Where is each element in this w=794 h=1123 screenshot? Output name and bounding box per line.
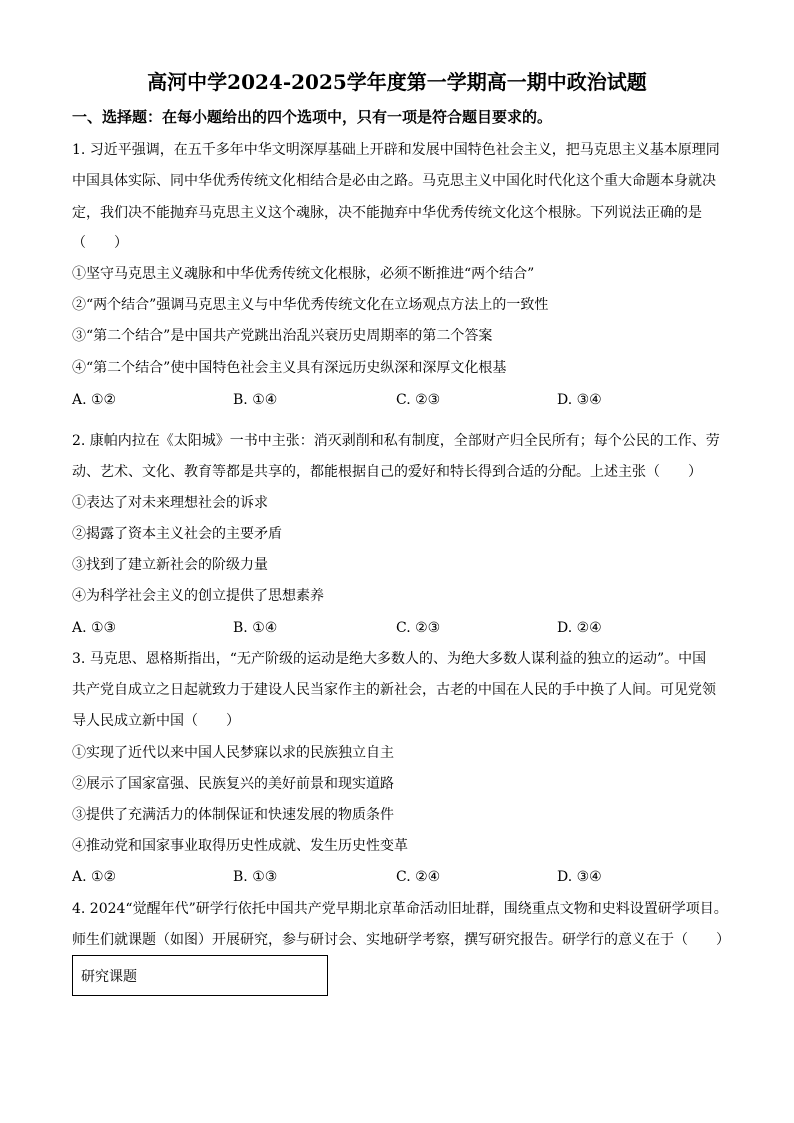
q1-stem-line-3: 定，我们决不能抛弃马克思主义这个魂脉，决不能抛弃中华优秀传统文化这个根脉。下列说法正确的是 bbox=[72, 205, 702, 221]
q3-option-c[interactable]: C. ②④ bbox=[396, 869, 441, 885]
q3-stem-line-3: 导人民成立新中国（ ） bbox=[72, 713, 240, 729]
q2-option-c[interactable]: C. ②③ bbox=[396, 620, 441, 636]
q1-item-1: ①坚守马克思主义魂脉和中华优秀传统文化根脉，必须不断推进“两个结合” bbox=[72, 266, 535, 282]
q2-stem-line-2: 动、艺术、文化、教育等都是共享的，都能根据自己的爱好和特长得到合适的分配。上述主张（ ） bbox=[72, 464, 702, 480]
q1-option-a[interactable]: A. ①② bbox=[72, 392, 117, 408]
q2-stem-line-1: 2. 康帕内拉在《太阳城》一书中主张：消灭剥削和私有制度，全部财产归全民所有；每个公民的工作、劳 bbox=[72, 433, 720, 449]
q2-item-3: ③找到了建立新社会的阶级力量 bbox=[72, 557, 268, 573]
q1-stem-line-1: 1. 习近平强调，在五千多年中华文明深厚基础上开辟和发展中国特色社会主义，把马克思主义基本原理同 bbox=[72, 142, 720, 158]
q1-stem-line-4: （ ） bbox=[72, 235, 128, 251]
q2-item-1: ①表达了对未来理想社会的诉求 bbox=[72, 495, 268, 511]
q3-option-d[interactable]: D. ③④ bbox=[557, 869, 602, 885]
q3-item-2: ②展示了国家富强、民族复兴的美好前景和现实道路 bbox=[72, 776, 394, 792]
research-topic-box bbox=[72, 955, 328, 996]
page-title: 高河中学2024-2025学年度第一学期高一期中政治试题 bbox=[147, 70, 647, 94]
q1-item-3: ③“第二个结合”是中国共产党跳出治乱兴衰历史周期率的第二个答案 bbox=[72, 328, 493, 344]
q4-stem-line-2: 师生们就课题（如图）开展研究，参与研讨会、实地研学考察，撰写研究报告。研学行的意义在于（ ） bbox=[72, 932, 730, 948]
q3-option-a[interactable]: A. ①② bbox=[72, 869, 117, 885]
q3-stem-line-2: 共产党自成立之日起就致力于建设人民当家作主的新社会，古老的中国在人民的手中换了人间。可见党领 bbox=[72, 682, 716, 698]
research-topic-label: 研究课题 bbox=[81, 969, 137, 985]
q1-option-c[interactable]: C. ②③ bbox=[396, 392, 441, 408]
q1-option-d[interactable]: D. ③④ bbox=[557, 392, 602, 408]
q2-option-d[interactable]: D. ②④ bbox=[557, 620, 602, 636]
q3-item-4: ④推动党和国家事业取得历史性成就、发生历史性变革 bbox=[72, 838, 408, 854]
q4-stem-line-1: 4. 2024“觉醒年代”研学行依托中国共产党早期北京革命活动旧址群，围绕重点文物和史料设置研学项目。 bbox=[72, 901, 728, 917]
q1-stem-line-2: 中国具体实际、同中华优秀传统文化相结合是必由之路。马克思主义中国化时代化这个重大命题本身就决 bbox=[72, 173, 716, 189]
q2-item-2: ②揭露了资本主义社会的主要矛盾 bbox=[72, 526, 282, 542]
q1-option-b[interactable]: B. ①④ bbox=[233, 392, 278, 408]
q3-option-b[interactable]: B. ①③ bbox=[233, 869, 278, 885]
q2-option-b[interactable]: B. ①④ bbox=[233, 620, 278, 636]
q1-item-2: ②“两个结合”强调马克思主义与中华优秀传统文化在立场观点方法上的一致性 bbox=[72, 297, 549, 313]
q1-item-4: ④“第二个结合”使中国特色社会主义具有深远历史纵深和深厚文化根基 bbox=[72, 360, 507, 376]
q2-option-a[interactable]: A. ①③ bbox=[72, 620, 117, 636]
q3-item-3: ③提供了充满活力的体制保证和快速发展的物质条件 bbox=[72, 807, 394, 823]
q2-item-4: ④为科学社会主义的创立提供了思想素养 bbox=[72, 588, 324, 604]
section-heading: 一、选择题：在每小题给出的四个选项中，只有一项是符合题目要求的。 bbox=[72, 108, 553, 126]
q3-stem-line-1: 3. 马克思、恩格斯指出，“无产阶级的运动是绝大多数人的、为绝大多数人谋利益的独立的运动”。中国 bbox=[72, 651, 707, 667]
q3-item-1: ①实现了近代以来中国人民梦寐以求的民族独立自主 bbox=[72, 745, 394, 761]
